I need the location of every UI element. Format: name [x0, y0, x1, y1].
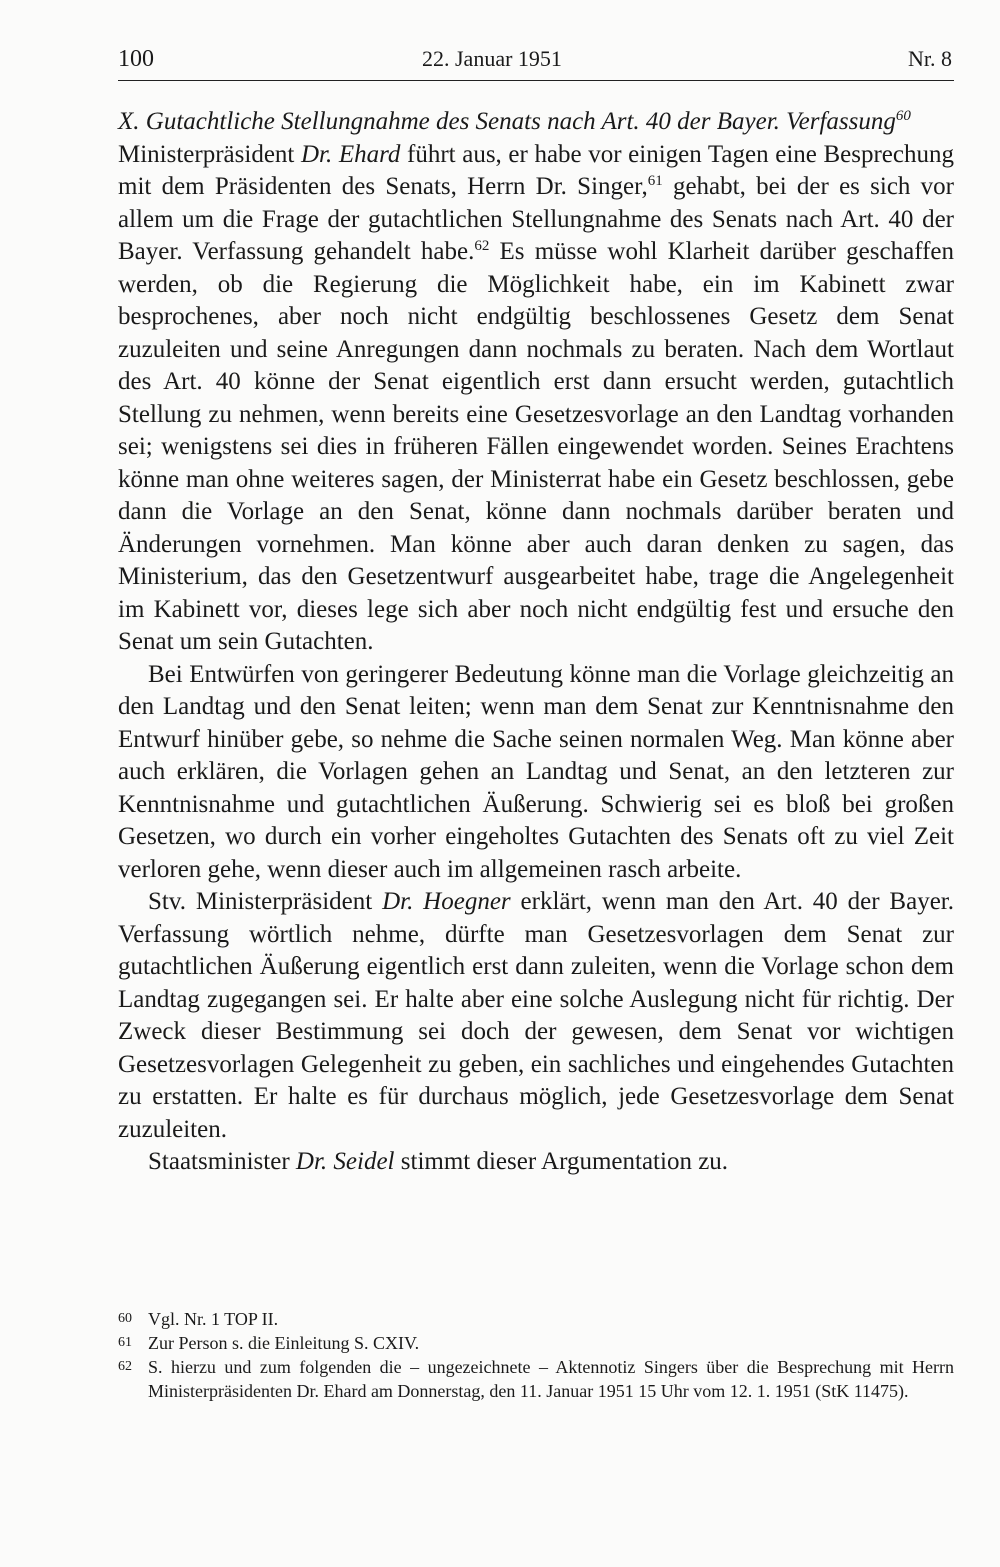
paragraph-text: erklärt, wenn man den Art. 40 der Bayer. Verfassung wörtlich nehme, dürfte man Gesetzesvorlagen dem Senat zur gutachtlichen Äußerung eigentlich erst dann zuleiten, wenn die Vorlage schon dem Landtag zugegangen sei. Er halte aber eine solche Auslegung nicht für richtig. Der Zweck dieser Bestimmung sei doch der gewesen, dem Senat vor wichtigen Gesetzesvorlagen Gelegenheit zu geben, ein sachliches und eingehendes Gutachten zu erstatten. Er halte es für durchaus möglich, jede Gesetzesvorlage dem Senat zuzuleiten.: [118, 888, 954, 1143]
header-issue-number: Nr. 8: [908, 46, 952, 71]
footnote-text: S. hierzu und zum folgenden die – ungezeichnete – Aktennotiz Singers über die Besprechung mit Herrn Ministerpräsidenten Dr. Ehard am Donnerstag, den 11. Januar 1951 15 Uhr vom 12. 1. 1951 (StK 11475).: [148, 1357, 954, 1401]
footnote-text: Zur Person s. die Einleitung S. CXIV.: [148, 1333, 420, 1353]
paragraph-text: gehabt, bei der es sich vor allem um die Frage der gutachtlichen Stellungnahme des Senats nach Art. 40 der Bayer. Verfassung gehandelt habe.: [118, 173, 954, 265]
speaker-name: Dr. Seidel: [295, 1148, 395, 1175]
footnote-ref-61: 61: [647, 173, 663, 189]
running-header: [118, 44, 954, 81]
section-heading: [118, 106, 954, 139]
paragraph-intro: Ministerpräsident: [118, 140, 301, 168]
footnote-number: 61: [118, 1335, 132, 1350]
footnotes: [118, 1307, 954, 1403]
paragraph-text: führt aus, er habe vor einigen Tagen eine Besprechung mit dem Präsidenten des Senats, Herrn Dr. Singer,: [118, 140, 954, 200]
header-date: 22. Januar 1951: [422, 46, 562, 71]
speaker-name: Dr. Ehard: [300, 140, 401, 168]
footnote-number: 62: [118, 1359, 132, 1374]
main-text: [118, 106, 954, 1179]
paragraph-text: Es müsse wohl Klarheit darüber geschaffen werden, ob die Regierung die Möglichkeit habe, ein im Kabinett zwar besprochenes, aber noch nicht endgültig beschlossenes Gesetz dem Senat zuzuleiten und seine Anregungen dann nochmals zu beraten. Nach dem Wortlaut des Art. 40 könne der Senat eigentlich erst dann ersucht werden, gutachtlich Stellung zu nehmen, wenn bereits eine Gesetzesvorlage an den Landtag vorhanden sei; wenigstens sei dies in früheren Fällen eingewendet worden. Seines Erachtens könne man ohne weiteres sagen, der Ministerrat habe ein Gesetz beschlossen, gebe dann die Vorlage an den Senat, könne dann nochmals darüber beraten und Änderungen vornehmen. Man könne aber auch daran denken zu sagen, das Ministerium, das den Gesetzentwurf ausgearbeitet habe, trage die Angelegenheit im Kabinett vor, dieses lege sich aber noch nicht endgültig fest und ersuche den Senat um sein Gutachten.: [118, 238, 954, 655]
page-number: 100: [118, 46, 154, 72]
footnote-text: Vgl. Nr. 1 TOP II.: [148, 1309, 279, 1329]
footnote-ref-60: 60: [895, 108, 911, 124]
paragraph-ehard: [118, 139, 954, 659]
footnote-number: 60: [118, 1311, 132, 1326]
footnote-61: [118, 1331, 954, 1355]
footnote-60: [118, 1307, 954, 1331]
paragraph-hoegner: [118, 886, 954, 1146]
paragraph-seidel: [118, 1146, 954, 1179]
paragraph-intro: Stv. Ministerpräsident: [148, 888, 383, 915]
footnote-ref-62: 62: [474, 238, 490, 254]
speaker-name: Dr. Hoegner: [382, 888, 511, 915]
paragraph-intro: Staatsminister: [148, 1148, 296, 1175]
footnote-62: [118, 1355, 954, 1403]
paragraph-text: stimmt dieser Argumentation zu.: [394, 1148, 729, 1175]
section-heading-text: X. Gutachtliche Stellungnahme des Senats nach Art. 40 der Bayer. Verfassung: [118, 108, 896, 135]
paragraph-drafts: Bei Entwürfen von geringerer Bedeutung könne man die Vorlage gleichzeitig an den Landtag und den Senat leiten; wenn man dem Senat zur Kenntnisnahme den Entwurf hinüber gebe, so nehme die Sache seinen normalen Weg. Man könne aber auch erklären, die Vorlagen gehen an Landtag und Senat, an den letzteren zur Kenntnisnahme und gutachtlichen Äußerung. Schwierig sei es bloß bei großen Gesetzen, wo durch ein vorher eingeholtes Gutachten des Senats oft zu viel Zeit verloren gehe, wenn dieser auch im allgemeinen rasch arbeite.: [118, 660, 954, 883]
